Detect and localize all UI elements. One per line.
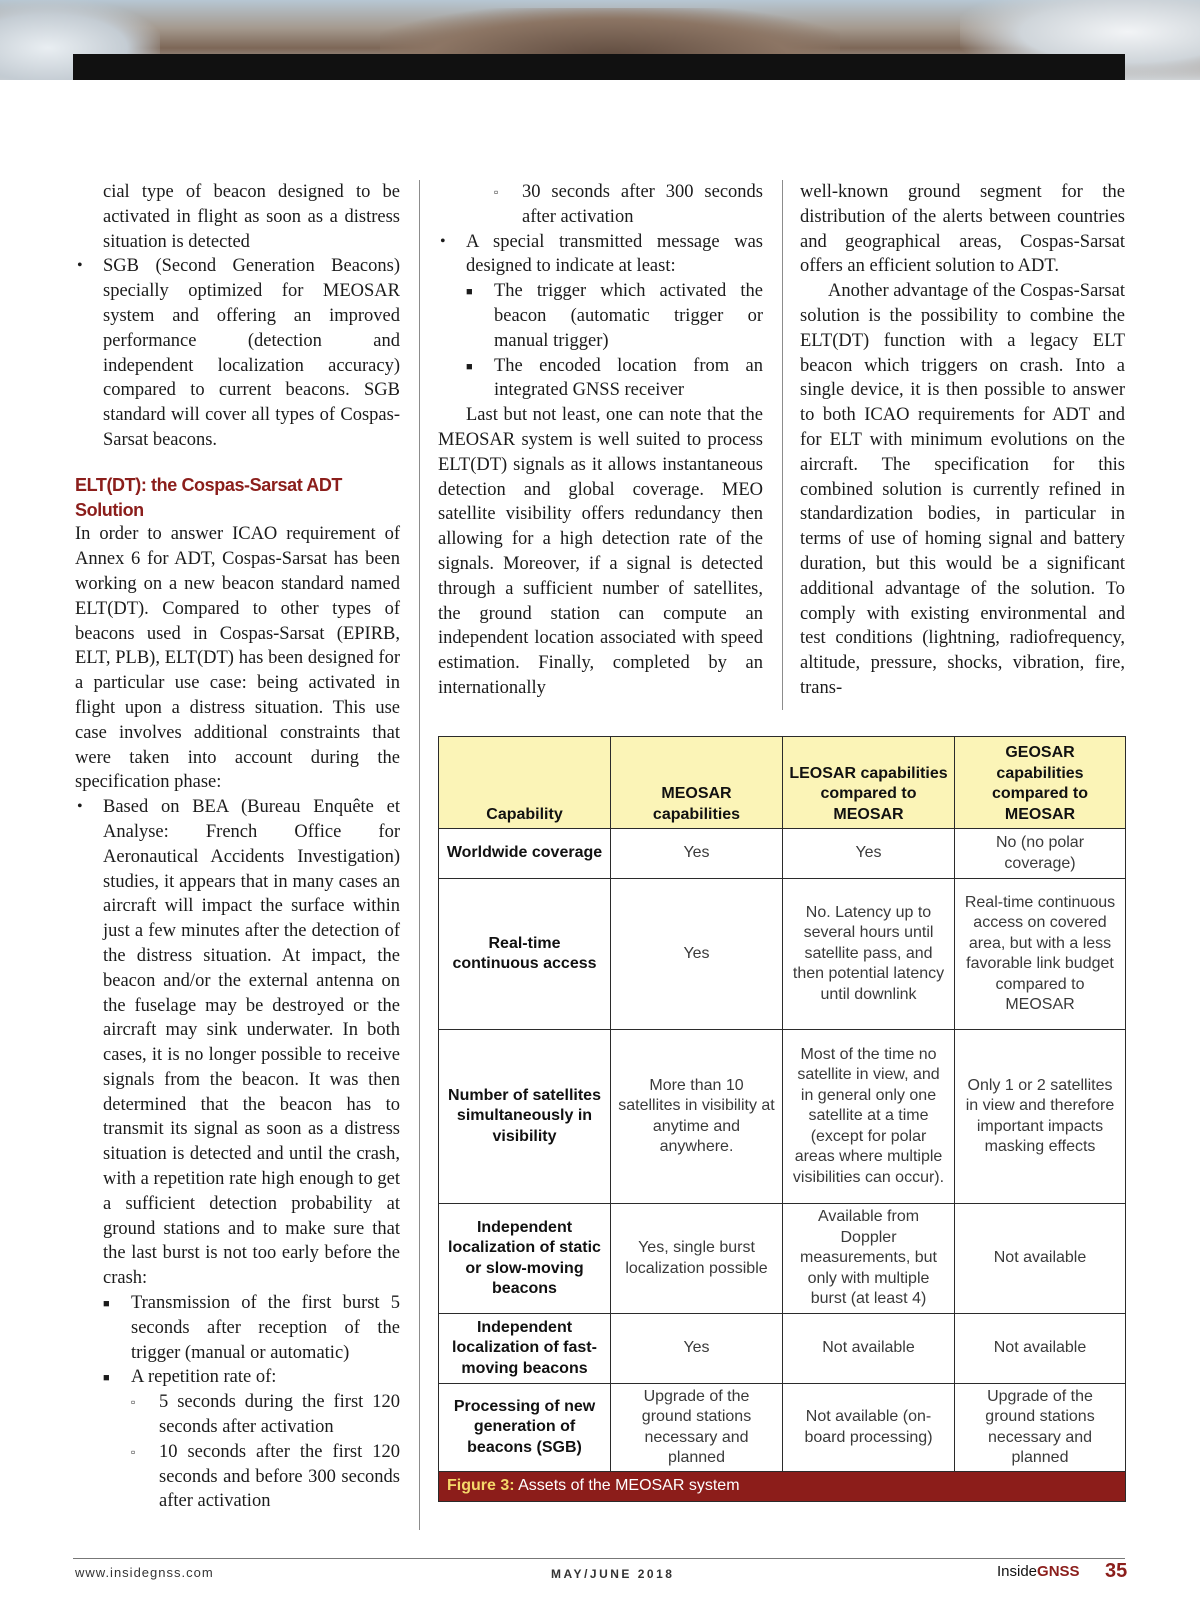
sub-bullet-item: ■ The encoded location from an integrated GNSS receiver: [466, 355, 763, 401]
row-header: Independent localization of static or slow-moving beacons: [439, 1204, 611, 1314]
table-cell: Yes: [611, 879, 783, 1030]
table-header-row: [439, 737, 1126, 829]
table-cell: Not available: [783, 1314, 955, 1384]
column-1: [75, 180, 400, 1514]
table-cell: Yes: [611, 829, 783, 879]
table-cell: Most of the time no satellite in view, and in general only one satellite at a time (except for polar areas where multiple visibilities can occur).: [783, 1030, 955, 1204]
paragraph: Another advantage of the Cospas-Sarsat solution is the possibility to combine the ELT(DT) function with a legacy ELT beacon which triggers on crash. Into a single device, it is then possible to answer to both ICAO requirements for ADT and for ELT with minimum evolutions on the aircraft. The specification for this combined solution is currently refined in standardization bodies, in particular in terms of use of homing signal and battery duration, but this would be a significant additional advantage of the solution. To comply with existing environmental and test conditions (lightning, radiofrequency, altitude, pressure, shocks, vibration, fire, trans-: [800, 281, 1125, 698]
table-cell: Yes: [611, 1314, 783, 1384]
square-bullet-icon: ■: [103, 1372, 110, 1385]
footer-divider: [73, 1558, 1125, 1559]
magazine-logo: [997, 1563, 1080, 1580]
bullet-continuation: cial type of beacon designed to be activated in flight as soon as a distress situation is detected: [103, 182, 400, 252]
table-cell: Real-time continuous access on covered area, but with a less favorable link budget compared to MEOSAR: [955, 879, 1126, 1030]
logo-gnss-text: GNSS: [1037, 1563, 1080, 1580]
square-bullet-icon: ■: [466, 360, 473, 373]
table-cell: More than 10 satellites in visibility at anytime and anywhere.: [611, 1030, 783, 1204]
bullet-dot-icon: •: [77, 798, 83, 816]
column-divider: [419, 180, 420, 1530]
column-header: MEOSAR capabilities: [611, 737, 783, 829]
sub-bullet-item: ■ A repetition rate of:: [75, 1365, 400, 1390]
bullet-dot-icon: •: [77, 257, 83, 275]
logo-inside-text: Inside: [997, 1563, 1038, 1580]
bullet-item: • Based on BEA (Bureau Enquête et Analyse: French Office for Aeronautical Accidents Investigation) studies, it appears that in many cases an aircraft will impact the surface within just a few minutes after the detection of the distress situation. At impact, the beacon and/or the external antenna on the fuselage may be destroyed or the aircraft may sink underwater. In both cases, it is no longer possible to receive signals from the beacon. It was then determined that the beacon has to transmit its signal as soon as a distress situation is detected and until the crash, with a repetition rate high enough to get a sufficient detection probability at ground stations and to make sure that the last burst is not too early before the crash:: [77, 797, 400, 1289]
table-row: [439, 1204, 1126, 1314]
sub-sub-bullet-item: ▫ 30 seconds after 300 seconds after activation: [494, 182, 763, 227]
table-cell: Available from Doppler measurements, but only with multiple burst (at least 4): [783, 1204, 955, 1314]
meosar-assets-table: [438, 736, 1126, 1502]
table-cell: Yes, single burst localization possible: [611, 1204, 783, 1314]
table-cell: Not available: [955, 1314, 1126, 1384]
table-row: [439, 1314, 1126, 1384]
bullet-dot-icon: •: [440, 232, 446, 250]
hollow-square-bullet-icon: ▫: [494, 185, 499, 199]
row-header: Worldwide coverage: [439, 829, 611, 879]
figure-title: Assets of the MEOSAR system: [518, 1477, 740, 1494]
hollow-square-bullet-icon: ▫: [131, 1444, 136, 1459]
paragraph-continuation: well-known ground segment for the distribution of the alerts between countries and geographical areas, Cospas-Sarsat offers an efficient solution to ADT.: [800, 182, 1125, 277]
column-divider: [782, 180, 783, 710]
section-heading: ELT(DT): the Cospas-Sarsat ADT Solution: [75, 474, 343, 520]
column-header: Capability: [439, 737, 611, 829]
paragraph: In order to answer ICAO requirement of Annex 6 for ADT, Cospas-Sarsat has been working on a new beacon standard named ELT(DT). Compared to other types of beacons used in Cospas-Sarsat (EPIRB, ELT, PLB), ELT(DT) has been designed for a particular use case: being activated in flight upon a distress situation. This use case involves additional constraints that were taken into account during the specification phase:: [75, 524, 400, 793]
table-cell: Yes: [783, 829, 955, 879]
sub-bullet-item: ■ The trigger which activated the beacon (automatic trigger or manual trigger): [466, 281, 763, 351]
table-cell: Upgrade of the ground stations necessary and planned: [611, 1384, 783, 1472]
figure-caption: [439, 1472, 1126, 1502]
table-row: [439, 1030, 1126, 1204]
column-header: GEOSAR capabilities compared to MEOSAR: [955, 737, 1126, 829]
row-header: Real-time continuous access: [439, 879, 611, 1030]
table-cell: Only 1 or 2 satellites in view and therefore important impacts masking effects: [955, 1030, 1126, 1204]
sub-sub-bullet-item: ▫ 10 seconds after the first 120 seconds and before 300 seconds after activation: [131, 1441, 400, 1512]
bullet-item: • SGB (Second Generation Beacons) specially optimized for MEOSAR system and offering an improved performance (detection and independent localization accuracy) compared to current beacons. SGB standard will cover all types of Cospas-Sarsat beacons.: [77, 256, 400, 450]
table-row: [439, 829, 1126, 879]
hollow-square-bullet-icon: ▫: [131, 1395, 136, 1410]
table-cell: No (no polar coverage): [955, 829, 1126, 879]
row-header: Processing of new generation of beacons (SGB): [439, 1384, 611, 1472]
row-header: Number of satellites simultaneously in visibility: [439, 1030, 611, 1204]
header-black-bar: [73, 54, 1125, 80]
square-bullet-icon: ■: [103, 1298, 110, 1311]
footer-url[interactable]: www.insidegnss.com: [75, 1565, 214, 1580]
column-3: [800, 180, 1125, 701]
mountain-decoration: [380, 8, 840, 58]
sub-bullet-item: ■ Transmission of the first burst 5 seconds after reception of the trigger (manual or automatic): [103, 1293, 400, 1363]
table-cell: Not available (on-board processing): [783, 1384, 955, 1472]
paragraph: Last but not least, one can note that the MEOSAR system is well suited to process ELT(DT) signals as it allows instantaneous detection and global coverage. MEO satellite visibility offers redundancy then allowing for a high detection rate of the signals. Moreover, if a signal is detected through a sufficient number of satellites, the ground station can compute an independent location associated with speed estimation. Finally, completed by an internationally: [438, 405, 763, 698]
row-header: Independent localization of fast-moving beacons: [439, 1314, 611, 1384]
table-row: [439, 879, 1126, 1030]
table-cell: Upgrade of the ground stations necessary and planned: [955, 1384, 1126, 1472]
table-cell: No. Latency up to several hours until satellite pass, and then potential latency until downlink: [783, 879, 955, 1030]
header-photo-banner: [0, 0, 1200, 80]
table-row: [439, 1384, 1126, 1472]
bullet-item: • A special transmitted message was designed to indicate at least:: [440, 231, 763, 277]
column-header: LEOSAR capabilities compared to MEOSAR: [783, 737, 955, 829]
caption-row: [439, 1472, 1126, 1502]
table-cell: Not available: [955, 1204, 1126, 1314]
square-bullet-icon: ■: [466, 286, 473, 299]
sub-sub-bullet-item: ▫ 5 seconds during the first 120 seconds after activation: [131, 1392, 400, 1438]
page-number: 35: [1105, 1560, 1128, 1582]
column-2: [438, 180, 763, 701]
figure-label: Figure 3:: [447, 1477, 515, 1494]
footer-issue: MAY/JUNE 2018: [551, 1567, 675, 1581]
